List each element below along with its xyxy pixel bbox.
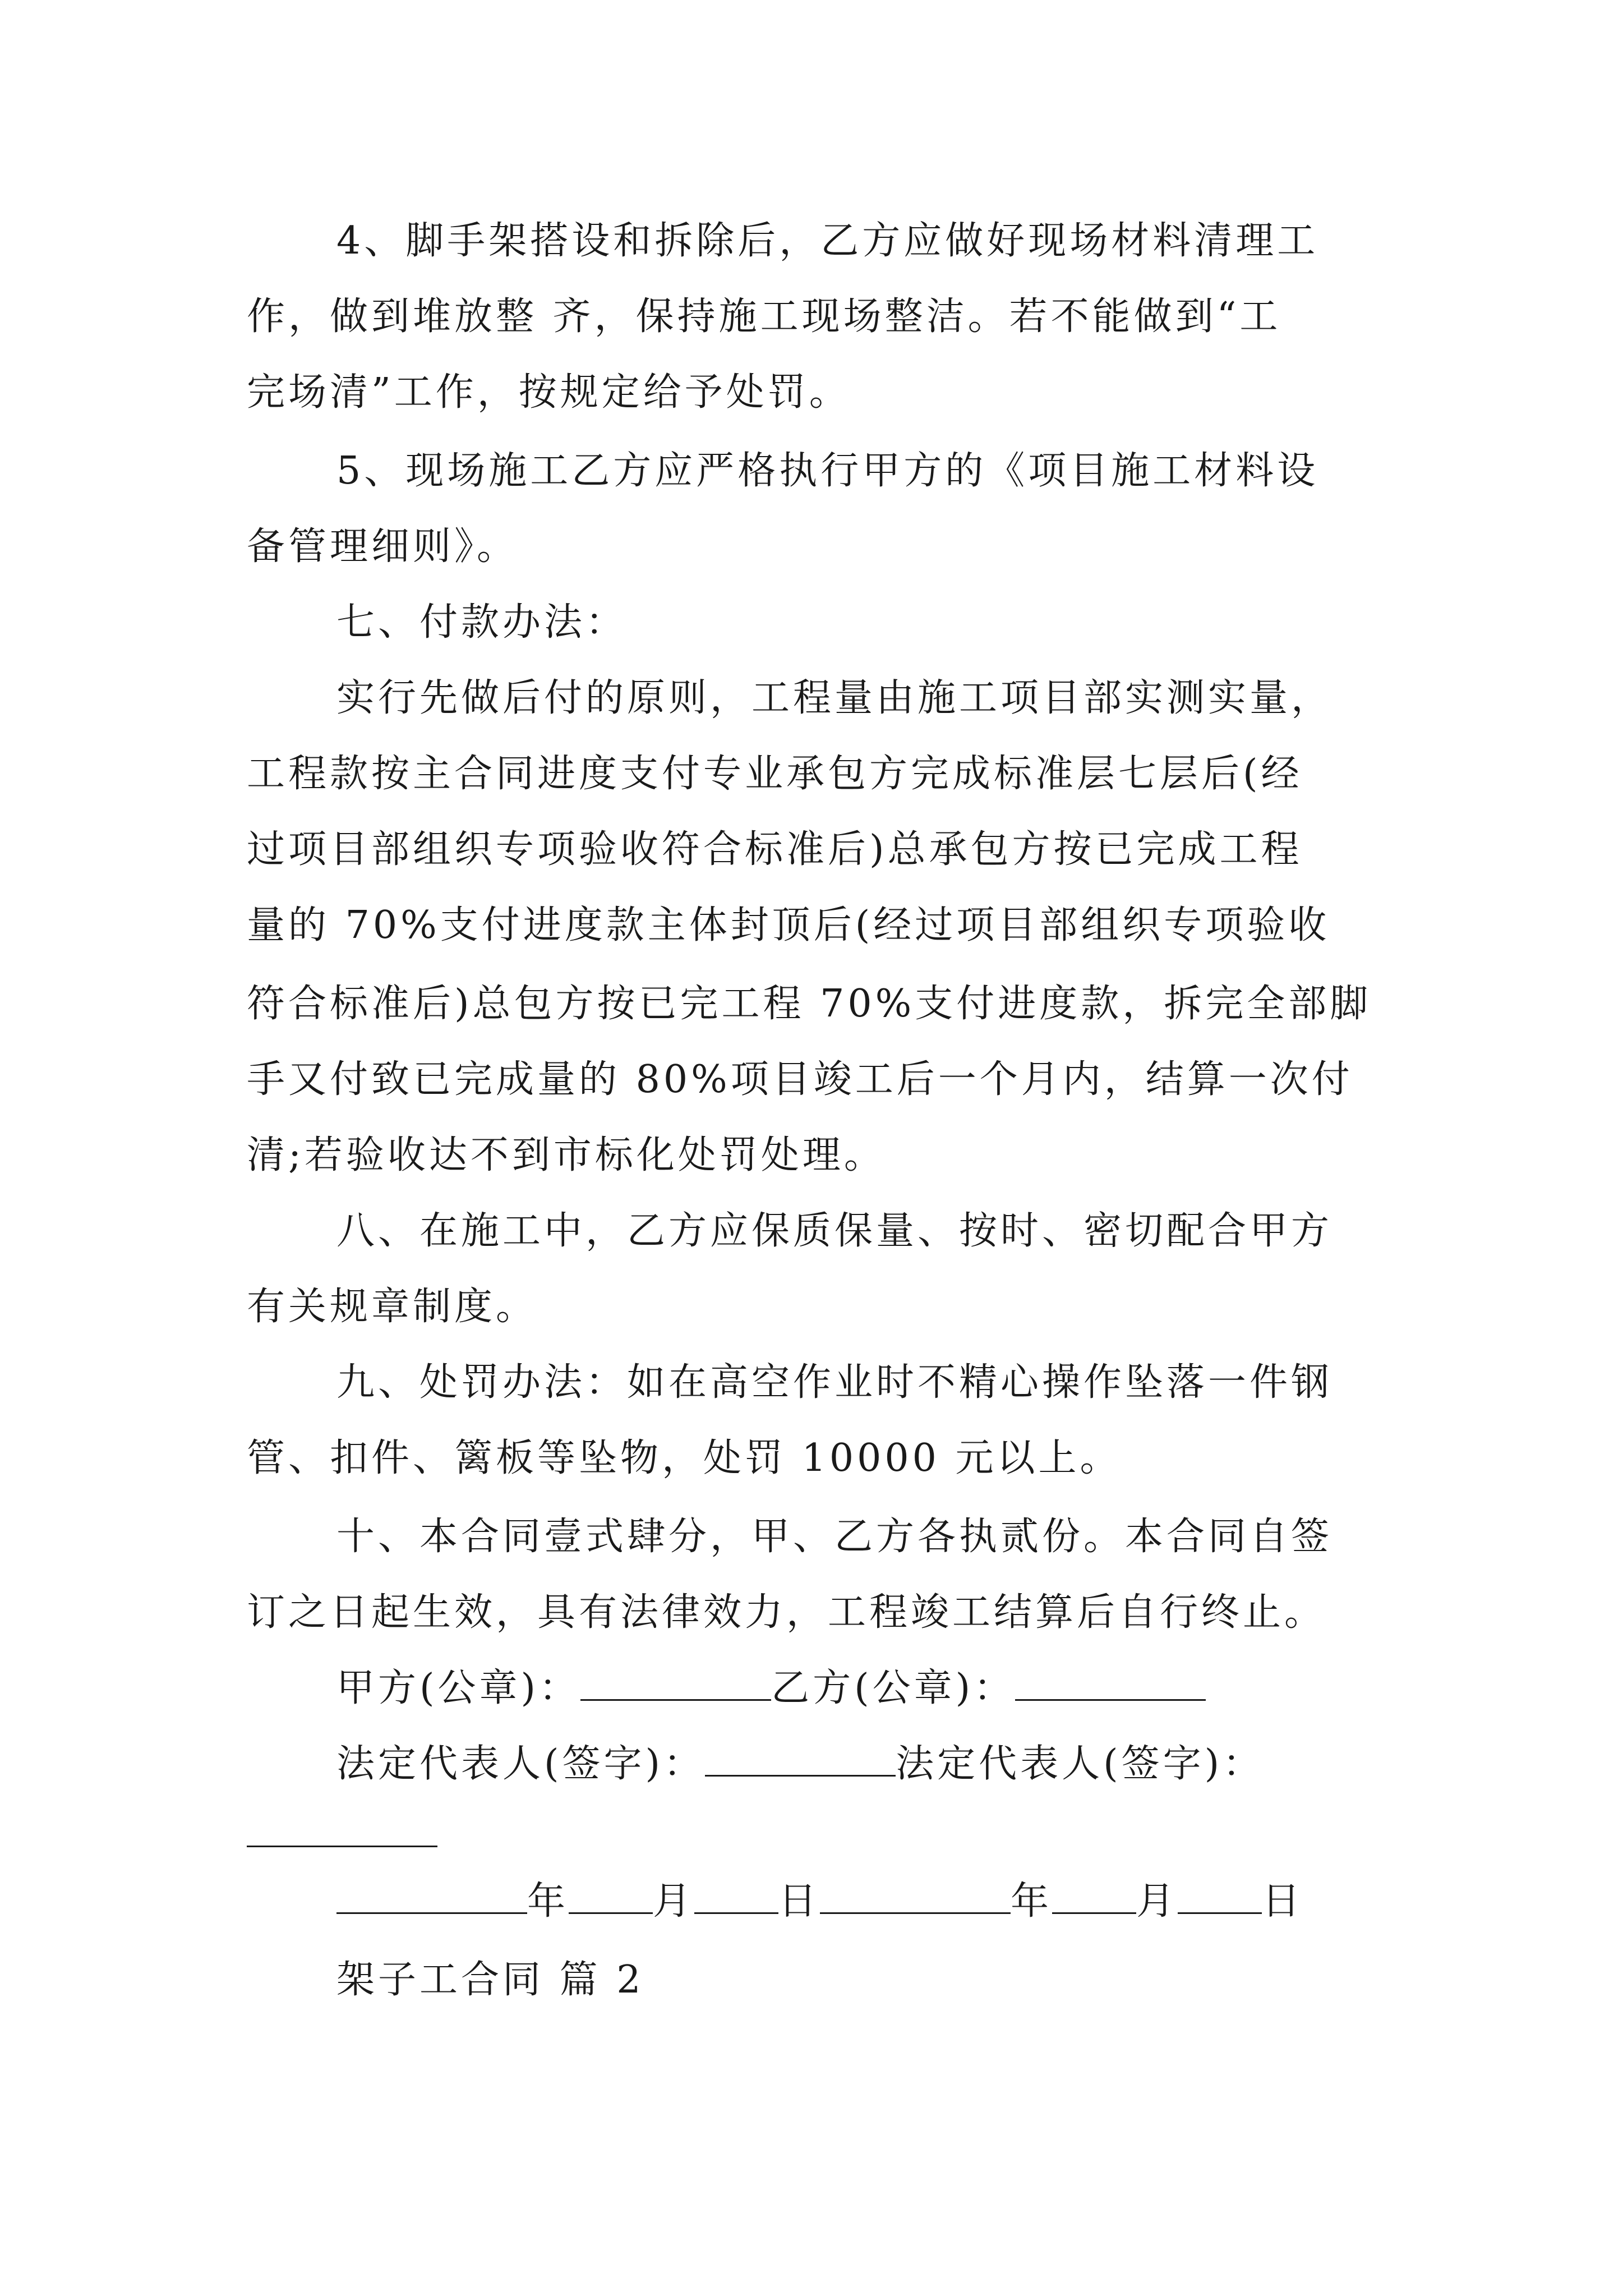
paragraph-4-line-2: 作，做到堆放整 齐，保持施工现场整洁。若不能做到“工 <box>247 295 1281 339</box>
section-7-line-6: 手又付致已完成量的 80%项目竣工后一个月内，结算一次付 <box>247 1057 1353 1102</box>
date-a-year-label: 年 <box>527 1879 569 1924</box>
section-7-line-4: 量的 70%支付进度款主体封顶后(经过项目部组织专项验收 <box>247 903 1330 947</box>
paragraph-4-line-1: 4、脚手架搭设和拆除后，乙方应做好现场材料清理工 <box>336 219 1319 263</box>
date-b-day-blank <box>1178 1879 1262 1914</box>
party-a-seal-blank <box>580 1665 771 1701</box>
party-b-seal-label: 乙方(公章)： <box>771 1666 1016 1710</box>
legal-rep-a-blank <box>705 1741 896 1777</box>
date-a-day-blank <box>694 1879 778 1914</box>
section-8-line-1: 八、在施工中，乙方应保质保量、按时、密切配合甲方 <box>336 1209 1333 1253</box>
date-b-year-blank <box>820 1879 1011 1914</box>
date-a-day-label: 日 <box>778 1879 820 1924</box>
date-line <box>336 1874 1303 1930</box>
date-a-month-blank <box>569 1879 653 1914</box>
section-9-line-2: 管、扣件、篱板等坠物，处罚 10000 元以上。 <box>247 1436 1122 1480</box>
legal-rep-b-blank <box>247 1846 437 1847</box>
section-7-line-2: 工程款按主合同进度支付专业承包方完成标准层七层后(经 <box>247 752 1303 796</box>
party-b-seal-blank <box>1015 1665 1206 1701</box>
date-a-year-blank <box>336 1879 527 1914</box>
section-10-line-2: 订之日起生效，具有法律效力，工程竣工结算后自行终止。 <box>247 1590 1326 1635</box>
party-a-seal-label: 甲方(公章)： <box>336 1666 581 1710</box>
legal-rep-line <box>336 1736 1264 1792</box>
next-section-heading: 架子工合同 篇 2 <box>336 1958 644 2002</box>
section-8-line-2: 有关规章制度。 <box>247 1285 538 1329</box>
legal-rep-a-label: 法定代表人(签字)： <box>336 1742 706 1786</box>
section-10-line-1: 十、本合同壹式肆分，甲、乙方各执贰份。本合同自签 <box>336 1515 1333 1559</box>
paragraph-4-line-3: 完场清”工作，按规定给予处罚。 <box>247 370 851 415</box>
paragraph-5-line-1: 5、现场施工乙方应严格执行甲方的《项目施工材料设 <box>336 449 1319 493</box>
date-a-month-label: 月 <box>653 1879 695 1924</box>
section-7-heading: 七、付款办法： <box>336 600 628 645</box>
seal-line <box>336 1660 1206 1717</box>
section-7-line-3: 过项目部组织专项验收符合标准后)总承包方按已完成工程 <box>247 827 1303 872</box>
date-b-day-label: 日 <box>1262 1879 1304 1924</box>
section-7-line-1: 实行先做后付的原则，工程量由施工项目部实测实量， <box>336 676 1333 720</box>
paragraph-5-line-2: 备管理细则》。 <box>247 524 519 569</box>
date-b-month-label: 月 <box>1136 1879 1178 1924</box>
section-7-line-5: 符合标准后)总包方按已完工程 70%支付进度款，拆完全部脚 <box>247 982 1372 1026</box>
legal-rep-b-label: 法定代表人(签字)： <box>896 1742 1265 1786</box>
date-b-year-label: 年 <box>1011 1879 1053 1924</box>
section-9-line-1: 九、处罚办法：如在高空作业时不精心操作坠落一件钢 <box>336 1360 1333 1405</box>
date-b-month-blank <box>1052 1879 1136 1914</box>
section-7-line-7: 清;若验收达不到市标化处罚处理。 <box>247 1133 886 1177</box>
